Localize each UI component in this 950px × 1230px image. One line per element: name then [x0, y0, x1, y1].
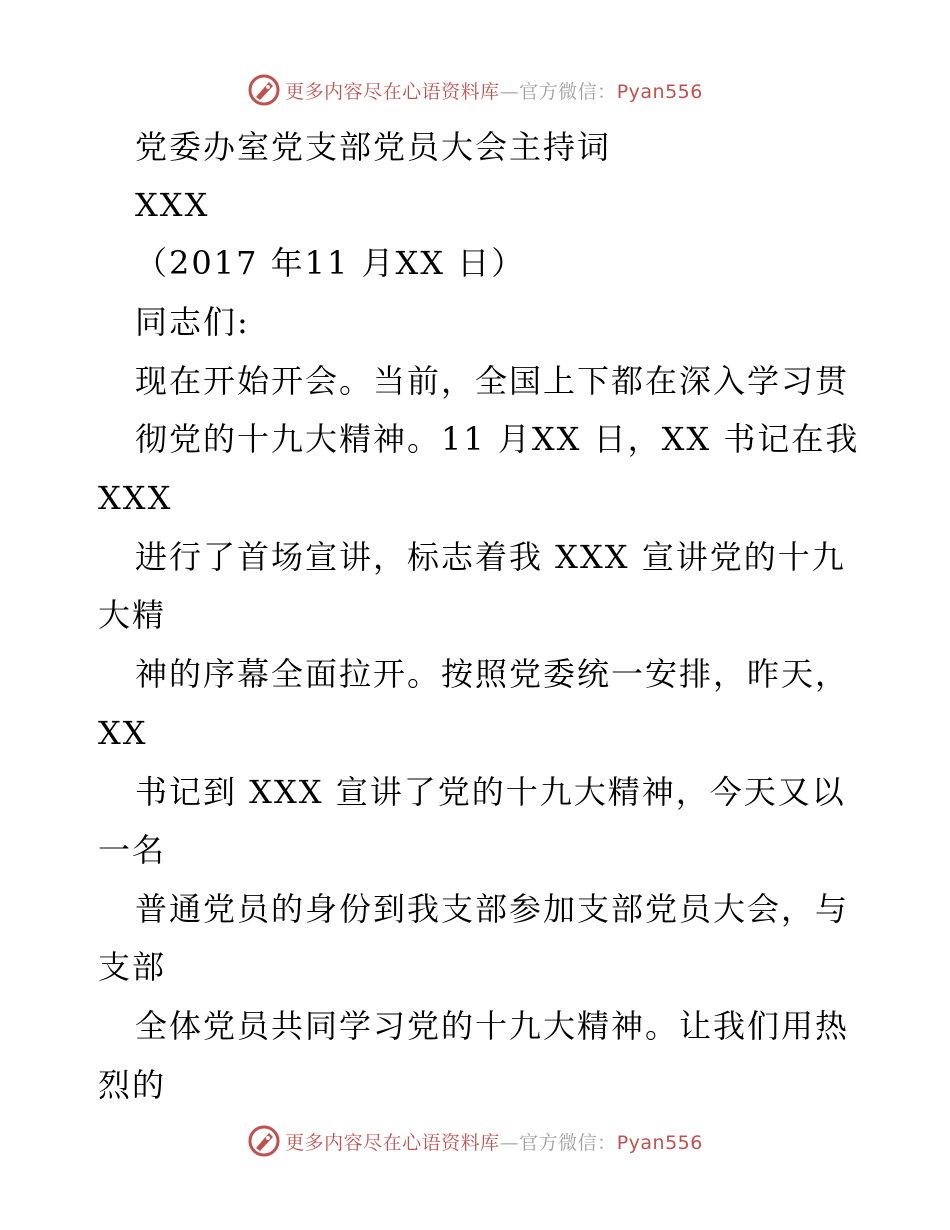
paragraph-line: 大精	[98, 596, 167, 634]
document-author: XXX	[135, 186, 210, 224]
paragraph-line: 现在开始开会。当前，全国上下都在深入学习贯	[135, 362, 850, 400]
paragraph-line: XX	[98, 714, 148, 752]
watermark-brand: 更多内容尽在心语资料库	[285, 80, 500, 103]
watermark-wechat-label: 官方微信：	[519, 80, 617, 103]
paragraph-line: 进行了首场宣讲，标志着我 XXX 宣讲党的十九	[135, 538, 846, 576]
pen-nib-logo-icon	[247, 73, 281, 107]
paragraph-line: 烈的	[98, 1066, 167, 1104]
paragraph-line: 一名	[98, 831, 167, 869]
header-watermark	[0, 70, 950, 110]
watermark-text	[285, 1128, 703, 1155]
pen-nib-logo-icon	[247, 1124, 281, 1158]
watermark-brand: 更多内容尽在心语资料库	[285, 1131, 500, 1154]
watermark-wechat-label: 官方微信：	[519, 1131, 617, 1154]
paragraph-line: 全体党员共同学习党的十九大精神。让我们用热	[135, 1007, 850, 1045]
paragraph-line: XXX	[98, 479, 173, 517]
paragraph-line: 书记到 XXX 宣讲了党的十九大精神，今天又以	[135, 773, 846, 811]
footer-watermark	[0, 1121, 950, 1161]
watermark-separator: —	[499, 1131, 520, 1154]
paragraph-line: 神的序幕全面拉开。按照党委统一安排，昨天，	[135, 655, 850, 693]
document-date: （2017 年11 月XX 日）	[135, 244, 526, 282]
watermark-wechat-id: Pyan556	[616, 1131, 703, 1154]
watermark-wechat-id: Pyan556	[616, 80, 703, 103]
watermark-separator: —	[499, 80, 520, 103]
paragraph-line: 普通党员的身份到我支部参加支部党员大会，与	[135, 890, 850, 928]
watermark-text	[285, 77, 703, 104]
document-title: 党委办室党支部党员大会主持词	[135, 128, 612, 166]
paragraph-line: 支部	[98, 948, 167, 986]
document-salutation: 同志们:	[135, 303, 250, 341]
paragraph-line: 彻党的十九大精神。11 月XX 日，XX 书记在我	[135, 420, 860, 458]
